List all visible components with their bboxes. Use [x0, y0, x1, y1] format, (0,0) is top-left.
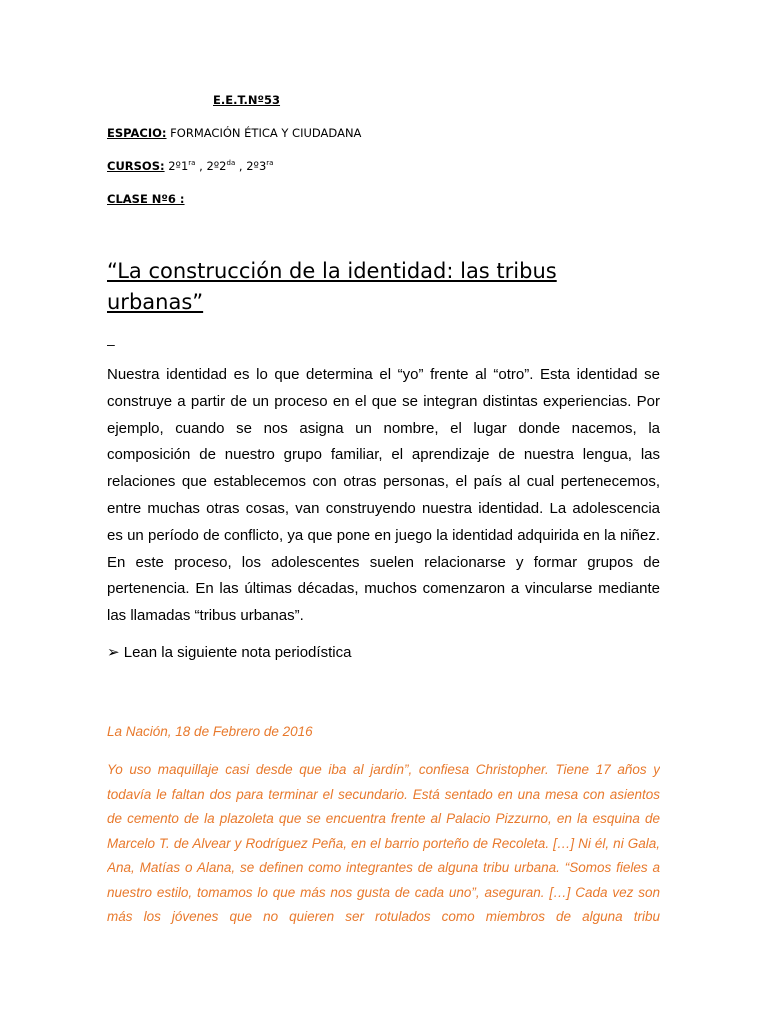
clase-number: CLASE Nº6 : — [107, 192, 185, 206]
curso-separator: , — [235, 159, 247, 173]
arrow-bullet-icon: ➢ — [107, 644, 120, 661]
school-name: E.E.T.Nº53 — [213, 93, 281, 107]
dash-separator: – — [107, 336, 115, 352]
espacio-value: FORMACIÓN ÉTICA Y CIUDADANA — [170, 126, 362, 140]
instruction-bullet — [107, 643, 351, 663]
curso-3-suffix: ra — [266, 159, 274, 168]
document-title: “La construcción de la identidad: las tribus urbanas” — [107, 259, 557, 314]
espacio-label: ESPACIO: — [107, 126, 167, 140]
curso-separator: , — [195, 159, 207, 173]
curso-2: 2º2 — [206, 159, 227, 173]
cursos-label: CURSOS: — [107, 159, 165, 173]
espacio-line — [107, 126, 361, 140]
news-excerpt: Yo uso maquillaje casi desde que iba al jardín”, confiesa Christopher. Tiene 17 años y todavía le faltan dos para terminar el secundario. Está sentado en una mesa con asientos de cemento de la plazoleta que se encuentra frente al Palacio Pizzurno, en la esquina de Marcelo T. de Alvear y Rodríguez Peña, en el barrio porteño de Recoleta. […] Ni él, ni Gala, Ana, Matías o Alana, se definen como integrantes de alguna tribu urbana. “Somos fieles a nuestro estilo, tomamos lo que más nos gusta de cada uno”, aseguran. […] Cada vez son más los jóvenes que no quieren ser rotulados como miembros de alguna tribu — [107, 762, 660, 924]
instruction-text: Lean la siguiente nota periodística — [123, 644, 352, 661]
curso-1: 2º1 — [168, 159, 189, 173]
cursos-line — [107, 159, 273, 173]
intro-paragraph: Nuestra identidad es lo que determina el “yo” frente al “otro”. Esta identidad se construye a partir de un proceso en el que se integran distintas experiencias. Por ejemplo, cuando se nos asigna un nombre, el lugar donde nacemos, la composición de nuestro grupo familiar, el aprendizaje de nuestra lengua, las relaciones que establecemos con otras personas, el país al cual pertenecemos, entre muchas otras cosas, van construyendo nuestra identidad. La adolescencia es un período de conflicto, ya que pone en juego la identidad adquirida en la niñez. En este proceso, los adolescentes suelen relacionarse y formar grupos de pertenencia. En las últimas décadas, muchos comenzaron a vincularse mediante las llamadas “tribus urbanas”. — [107, 366, 660, 625]
news-source-date: La Nación, 18 de Febrero de 2016 — [107, 724, 313, 739]
curso-2-suffix: da — [226, 159, 236, 168]
curso-1-suffix: ra — [188, 159, 196, 168]
curso-3: 2º3 — [246, 159, 267, 173]
